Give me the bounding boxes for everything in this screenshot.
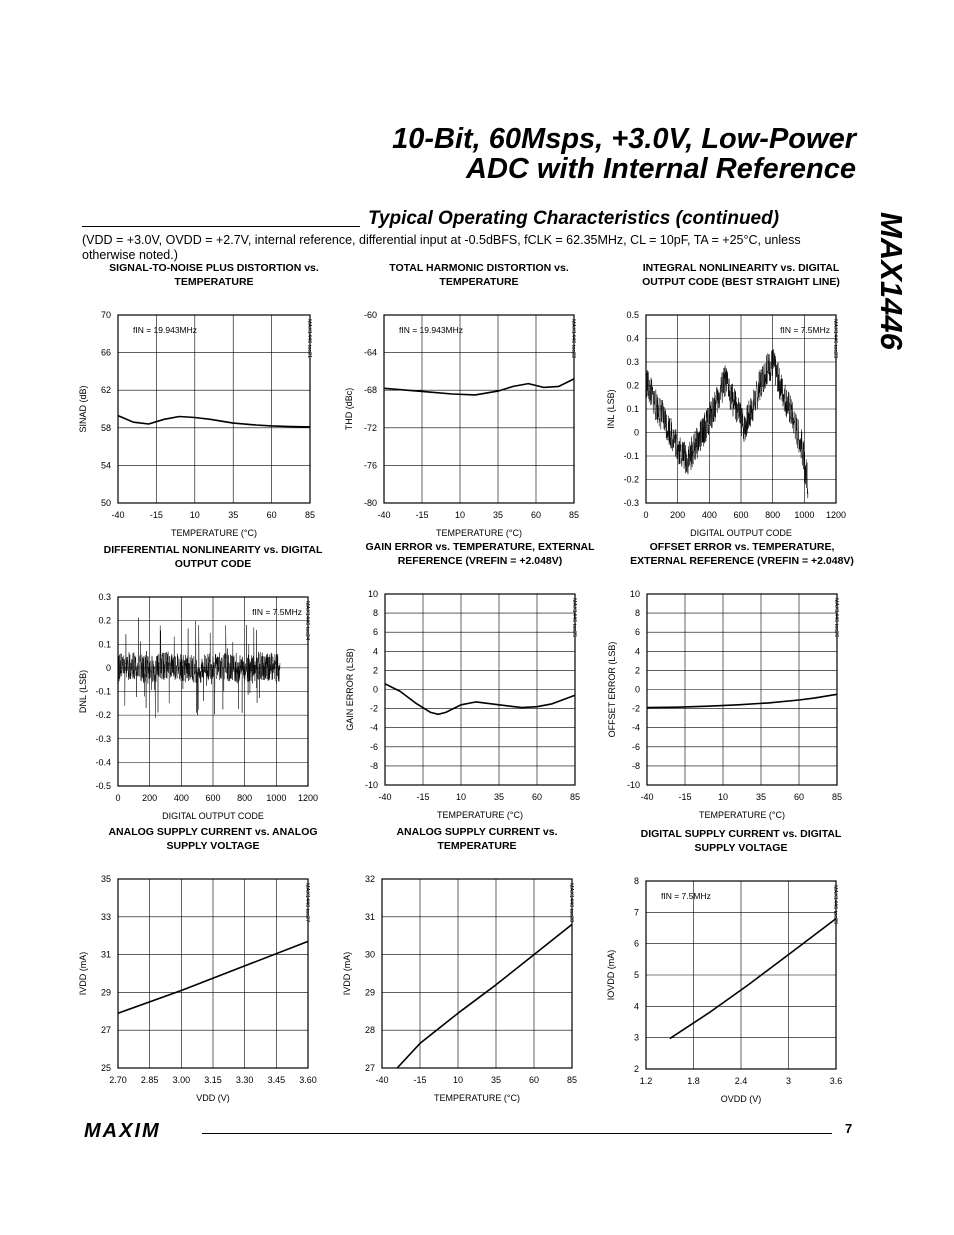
chart-annotation: fIN = 19.943MHz xyxy=(133,325,198,335)
y-tick-label: -4 xyxy=(369,722,378,733)
chart-svg xyxy=(324,270,594,543)
x-tick-label: -40 xyxy=(111,510,125,520)
y-tick-label: 4 xyxy=(633,1001,639,1012)
chart-svg xyxy=(586,270,856,543)
series-line xyxy=(670,919,836,1039)
y-tick-label: -8 xyxy=(631,760,640,771)
x-tick-label: 1200 xyxy=(297,793,319,803)
x-tick-label: -15 xyxy=(678,792,692,802)
y-tick-label: 50 xyxy=(100,498,111,508)
y-tick-label: 3 xyxy=(633,1032,639,1043)
y-tick-label: 0 xyxy=(634,684,640,695)
y-tick-label: 2 xyxy=(372,665,378,676)
chart-annotation: fIN = 7.5MHz xyxy=(661,891,711,901)
chart-title: DIFFERENTIAL NONLINEARITY vs. DIGITAL OUTPUT CODE xyxy=(103,544,323,570)
y-tick-label: 8 xyxy=(372,608,378,619)
section-title: Typical Operating Characteristics (continued) xyxy=(368,208,780,229)
y-tick-label: 0 xyxy=(105,662,111,673)
x-tick-label: -15 xyxy=(149,510,163,520)
chart-annotation: fIN = 7.5MHz xyxy=(780,325,830,335)
y-tick-label: -10 xyxy=(626,780,640,790)
x-tick-label: 1000 xyxy=(794,510,815,520)
y-tick-label: 10 xyxy=(367,589,378,599)
y-tick-label: 31 xyxy=(364,911,375,922)
chart-svg xyxy=(586,836,856,1109)
y-tick-label: 58 xyxy=(100,422,111,433)
y-tick-label: 54 xyxy=(100,460,111,471)
y-tick-label: -2 xyxy=(631,703,640,714)
chart-title: GAIN ERROR vs. TEMPERATURE, EXTERNAL REFERENCE (VREFIN = +2.048V) xyxy=(365,541,595,567)
y-tick-label: 5 xyxy=(633,970,639,980)
y-tick-label: -0.3 xyxy=(623,498,639,508)
y-tick-label: -0.4 xyxy=(95,757,111,768)
maxim-logo: MAXIM xyxy=(84,1120,161,1142)
x-tick-label: 3.6 xyxy=(829,1076,843,1086)
x-tick-label: 10 xyxy=(455,792,467,802)
x-tick-label: 3 xyxy=(785,1076,792,1086)
x-tick-label: 200 xyxy=(670,510,686,520)
y-tick-label: 27 xyxy=(364,1063,375,1073)
test-conditions: (VDD = +3.0V, OVDD = +2.7V, internal reference, differential input at -0.5dBFS, fCLK = 62.35MHz, CL = 10pF, TA = +25°C, unless otherwise noted.) xyxy=(82,233,801,262)
x-tick-label: 10 xyxy=(454,510,466,520)
x-axis-label: VDD (V) xyxy=(196,1093,230,1103)
y-tick-label: 0 xyxy=(633,427,639,438)
y-tick-label: -0.1 xyxy=(623,451,639,461)
x-tick-label: 35 xyxy=(492,510,504,520)
x-tick-label: 85 xyxy=(831,792,843,802)
y-tick-label: 33 xyxy=(100,911,111,922)
chart-thd-vs-temp xyxy=(324,262,594,543)
chart-code: MAX1446 toc29 xyxy=(832,885,838,925)
y-tick-label: 62 xyxy=(100,385,111,396)
chart-code: MAX1446 toc22 xyxy=(570,319,576,359)
y-tick-label: -6 xyxy=(631,741,640,752)
y-tick-label: -0.5 xyxy=(95,781,111,791)
x-tick-label: 3.00 xyxy=(172,1075,191,1085)
series-line xyxy=(118,416,310,427)
x-tick-label: 400 xyxy=(173,793,189,803)
y-tick-label: 7 xyxy=(633,907,639,918)
y-tick-label: 2 xyxy=(634,665,640,676)
chart-offset-error-vs-temp xyxy=(587,541,857,825)
x-tick-label: -15 xyxy=(415,510,429,520)
chart-dnl-vs-code xyxy=(58,544,328,826)
x-tick-label: 60 xyxy=(793,792,805,802)
chart-code: MAX1446 toc23 xyxy=(832,319,838,359)
y-tick-label: 31 xyxy=(100,949,111,960)
y-tick-label: 10 xyxy=(629,589,640,599)
chart-title: TOTAL HARMONIC DISTORTION vs. TEMPERATURE xyxy=(389,262,569,288)
chart-ivdd-vs-vdd xyxy=(58,826,328,1108)
x-tick-label: 2.4 xyxy=(734,1076,748,1086)
x-tick-label: 800 xyxy=(765,510,781,520)
y-tick-label: -0.2 xyxy=(623,474,639,485)
y-tick-label: 0.1 xyxy=(626,404,639,414)
chart-code: MAX1446 toc27 xyxy=(304,883,310,923)
x-axis-label: OVDD (V) xyxy=(720,1094,762,1104)
y-tick-label: 0.5 xyxy=(626,310,639,320)
y-axis-label: DNL (LSB) xyxy=(78,669,88,714)
x-tick-label: -15 xyxy=(413,1075,427,1085)
x-tick-label: 1.2 xyxy=(639,1076,653,1086)
y-tick-label: 0 xyxy=(372,684,378,695)
y-tick-label: 70 xyxy=(100,310,111,320)
x-tick-label: -40 xyxy=(377,510,391,520)
y-tick-label: 0.2 xyxy=(626,380,639,391)
y-tick-label: 32 xyxy=(364,874,375,884)
x-tick-label: 85 xyxy=(568,510,580,520)
series-line xyxy=(384,379,574,395)
y-tick-label: -0.3 xyxy=(95,733,111,744)
y-tick-label: 0.2 xyxy=(98,615,111,626)
y-tick-label: -68 xyxy=(363,385,377,396)
x-tick-label: 85 xyxy=(566,1075,578,1085)
x-tick-label: 800 xyxy=(237,793,253,803)
chart-code: MAX1446 toc26 xyxy=(833,598,839,638)
y-axis-label: SINAD (dB) xyxy=(78,385,88,433)
x-tick-label: 35 xyxy=(755,792,767,802)
chart-title: SIGNAL-TO-NOISE PLUS DISTORTION vs. TEMPERATURE xyxy=(109,262,319,288)
plot-frame xyxy=(384,315,574,503)
x-tick-label: -40 xyxy=(375,1075,389,1085)
y-tick-label: 8 xyxy=(634,608,640,619)
y-axis-label: IVDD (mA) xyxy=(78,951,88,996)
y-tick-label: 28 xyxy=(364,1025,375,1036)
y-tick-label: 0.3 xyxy=(98,592,111,602)
chart-annotation: fIN = 7.5MHz xyxy=(252,607,302,617)
chart-gain-error-vs-temp xyxy=(325,541,595,825)
y-tick-label: 2 xyxy=(633,1064,639,1074)
y-tick-label: -4 xyxy=(631,722,640,733)
y-tick-label: 35 xyxy=(100,874,111,884)
x-tick-label: 600 xyxy=(733,510,749,520)
x-tick-label: 60 xyxy=(528,1075,540,1085)
title-line-2: ADC with Internal Reference xyxy=(466,153,856,185)
y-axis-label: IVDD (mA) xyxy=(342,951,352,996)
title-line-1: 10-Bit, 60Msps, +3.0V, Low-Power xyxy=(392,123,856,155)
x-axis-label: TEMPERATURE (°C) xyxy=(699,810,785,820)
x-tick-label: 3.30 xyxy=(235,1075,254,1085)
y-tick-label: 29 xyxy=(100,987,111,998)
y-axis-label: THD (dBc) xyxy=(344,387,354,431)
chart-annotation: fIN = 19.943MHz xyxy=(399,325,464,335)
page-number: 7 xyxy=(845,1121,853,1136)
x-tick-label: -15 xyxy=(416,792,430,802)
chart-ivdd-vs-temp xyxy=(322,826,592,1108)
x-tick-label: 85 xyxy=(304,510,316,520)
x-axis-label: TEMPERATURE (°C) xyxy=(171,528,257,538)
chart-svg xyxy=(58,834,328,1108)
x-tick-label: 60 xyxy=(531,792,543,802)
y-axis-label: IOVDD (mA) xyxy=(606,949,616,1001)
x-tick-label: 85 xyxy=(569,792,581,802)
y-tick-label: 27 xyxy=(100,1025,111,1036)
chart-title: OFFSET ERROR vs. TEMPERATURE, EXTERNAL REFERENCE (VREFIN = +2.048V) xyxy=(630,541,854,567)
plot-frame xyxy=(382,879,572,1068)
x-tick-label: 3.60 xyxy=(299,1075,317,1085)
chart-svg xyxy=(587,549,857,825)
x-tick-label: 3.45 xyxy=(267,1075,286,1085)
y-tick-label: 0.1 xyxy=(98,639,111,650)
part-number-side xyxy=(869,212,909,372)
x-tick-label: 10 xyxy=(452,1075,464,1085)
y-tick-label: -2 xyxy=(369,703,378,714)
x-tick-label: 2.70 xyxy=(109,1075,127,1085)
x-axis-label: TEMPERATURE (°C) xyxy=(436,528,522,538)
chart-code: MAX1446 toc21 xyxy=(306,319,312,359)
x-tick-label: 600 xyxy=(205,793,221,803)
x-tick-label: -40 xyxy=(378,792,392,802)
y-axis-label: OFFSET ERROR (LSB) xyxy=(607,641,617,738)
x-tick-label: 2.85 xyxy=(140,1075,159,1085)
chart-svg xyxy=(325,549,595,825)
chart-title: ANALOG SUPPLY CURRENT vs. TEMPERATURE xyxy=(396,826,558,852)
series-line xyxy=(385,684,575,715)
x-tick-label: 1200 xyxy=(825,510,847,520)
y-axis-label: INL (LSB) xyxy=(606,389,616,429)
x-axis-label: TEMPERATURE (°C) xyxy=(434,1093,520,1103)
x-tick-label: 0 xyxy=(115,793,121,803)
chart-title: INTEGRAL NONLINEARITY vs. DIGITAL OUTPUT CODE (BEST STRAIGHT LINE) xyxy=(642,262,840,288)
x-tick-label: 10 xyxy=(189,510,200,520)
y-tick-label: -64 xyxy=(363,347,377,358)
y-tick-label: 0.4 xyxy=(626,333,639,344)
plot-frame xyxy=(118,315,310,503)
y-tick-label: -6 xyxy=(369,741,378,752)
x-tick-label: 1.8 xyxy=(687,1076,700,1086)
y-tick-label: -0.2 xyxy=(95,710,111,721)
x-tick-label: 60 xyxy=(266,510,277,520)
y-tick-label: 29 xyxy=(364,987,375,998)
y-tick-label: 4 xyxy=(634,646,640,657)
section-rule xyxy=(82,226,360,227)
chart-code: MAX1446 toc25 xyxy=(571,598,577,638)
series-line xyxy=(647,694,837,707)
x-tick-label: 200 xyxy=(142,793,158,803)
y-tick-label: -60 xyxy=(363,310,377,320)
y-tick-label: 6 xyxy=(633,938,639,949)
series-line xyxy=(118,618,280,718)
x-axis-label: DIGITAL OUTPUT CODE xyxy=(162,811,264,821)
y-tick-label: 6 xyxy=(634,627,640,638)
footer-rule xyxy=(202,1133,832,1134)
y-tick-label: -8 xyxy=(369,760,378,771)
y-tick-label: 4 xyxy=(372,646,378,657)
series-line xyxy=(646,349,808,498)
chart-inl-vs-code xyxy=(586,262,856,543)
x-tick-label: 60 xyxy=(530,510,542,520)
y-tick-label: -80 xyxy=(363,498,377,508)
chart-code: MAX1446 toc28 xyxy=(568,883,574,923)
y-tick-label: 0.3 xyxy=(626,357,639,367)
chart-title: DIGITAL SUPPLY CURRENT vs. DIGITAL SUPPLY VOLTAGE xyxy=(640,828,842,854)
y-axis-label: GAIN ERROR (LSB) xyxy=(345,648,355,731)
page-title xyxy=(392,124,856,184)
x-tick-label: 3.15 xyxy=(204,1075,222,1085)
y-tick-label: -76 xyxy=(363,460,377,471)
chart-svg xyxy=(58,552,328,826)
x-tick-label: 35 xyxy=(490,1075,502,1085)
y-tick-label: -72 xyxy=(363,422,377,433)
y-tick-label: -0.1 xyxy=(95,686,111,697)
part-number: MAX1446 xyxy=(874,212,909,350)
x-axis-label: TEMPERATURE (°C) xyxy=(437,810,523,820)
y-tick-label: 30 xyxy=(364,949,375,960)
chart-iovdd-vs-ovdd xyxy=(586,828,856,1109)
x-tick-label: 35 xyxy=(493,792,505,802)
chart-code: MAX1446 toc24 xyxy=(304,601,310,641)
y-tick-label: 66 xyxy=(100,347,111,358)
x-tick-label: -40 xyxy=(640,792,654,802)
x-tick-label: 10 xyxy=(717,792,729,802)
x-tick-label: 1000 xyxy=(266,793,287,803)
series-line xyxy=(397,924,572,1068)
y-tick-label: 6 xyxy=(372,627,378,638)
x-tick-label: 400 xyxy=(701,510,717,520)
y-tick-label: 8 xyxy=(633,876,639,886)
chart-svg xyxy=(58,270,330,543)
x-tick-label: 0 xyxy=(643,510,649,520)
y-tick-label: -10 xyxy=(364,780,378,790)
y-tick-label: 25 xyxy=(100,1063,111,1073)
chart-sinad-vs-temp xyxy=(58,262,330,543)
chart-title: ANALOG SUPPLY CURRENT vs. ANALOG SUPPLY VOLTAGE xyxy=(108,826,318,852)
x-axis-label: DIGITAL OUTPUT CODE xyxy=(690,528,792,538)
chart-svg xyxy=(322,834,592,1108)
x-tick-label: 35 xyxy=(228,510,239,520)
